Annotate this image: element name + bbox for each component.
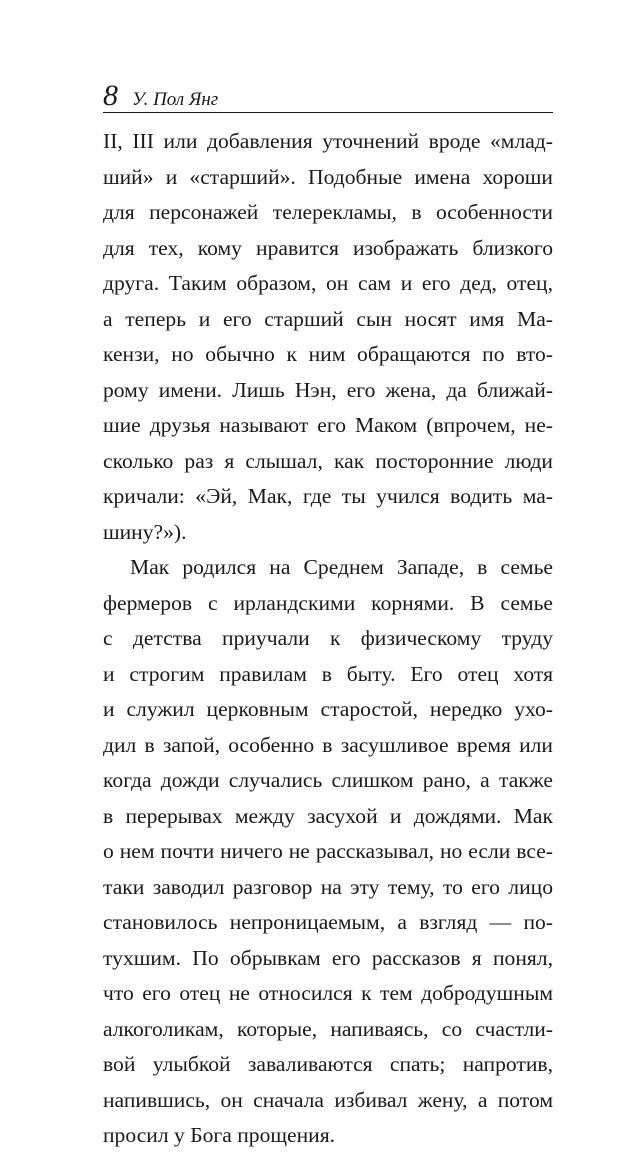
text-line: просил у Бога прощения. [103, 1123, 336, 1147]
text-line: II, III или добавления уточнений вроде «млад- [103, 129, 553, 153]
text-line: о нем почти ничего не рассказывал, но если все- [103, 839, 553, 863]
paragraph-1 [103, 124, 553, 550]
text-line: а теперь и его старший сын носят имя Ма- [103, 306, 553, 331]
text-line: и строгим правилам в быту. Его отец хотя [103, 661, 553, 686]
text-line: сколько раз я слышал, как посторонние люди [103, 448, 553, 473]
text-line: что его отец не относился к тем добродушным [103, 981, 553, 1005]
text-line: для тех, кому нравится изображать близкого [103, 235, 553, 260]
text-line: для персонажей телерекламы, в особенности [103, 200, 553, 224]
text-line: с детства приучали к физическому труду [103, 626, 553, 650]
header-rule [103, 112, 553, 113]
text-line: таки заводил разговор на эту тему, то его лицо [103, 874, 553, 899]
text-line: тухшим. По обрывкам его рассказов я понял, [103, 945, 553, 970]
text-line: вой улыбкой заваливаются спать; напротив, [103, 1052, 553, 1076]
body-text [103, 124, 553, 1154]
text-line: шину?»). [103, 519, 187, 544]
text-line: становилось непроницаемым, а взгляд — по- [103, 910, 553, 934]
text-line: кензи, но обычно к ним обращаются по вто- [103, 342, 553, 366]
text-line: шие друзья называют его Маком (впрочем, не- [103, 413, 553, 437]
text-line: когда дожди случались слишком рано, а также [103, 768, 553, 792]
text-line: друга. Таким образом, он сам и его дед, отец, [103, 271, 553, 295]
text-line: алкоголикам, которые, напиваясь, со счастли- [103, 1016, 553, 1041]
text-line: дил в запой, особенно в засушливое время или [103, 732, 553, 757]
page-number: 8 [103, 79, 118, 112]
text-line: рому имени. Лишь Нэн, его жена, да ближай- [103, 377, 553, 402]
paragraph-2 [103, 550, 553, 1154]
text-line: в перерывах между засухой и дождями. Мак [103, 803, 553, 828]
running-title: У. Пол Янг [132, 89, 219, 110]
text-line: ший» и «старший». Подобные имена хороши [103, 164, 553, 189]
text-line: и служил церковным старостой, нередко ухо- [103, 697, 553, 721]
text-line: кричали: «Эй, Мак, где ты учился водить ма- [103, 484, 553, 508]
text-line: напившись, он сначала избивал жену, а потом [103, 1087, 553, 1112]
running-head [103, 78, 553, 114]
text-line: фермеров с ирландскими корнями. В семье [103, 590, 553, 615]
text-line: Мак родился на Среднем Западе, в семье [130, 555, 553, 579]
